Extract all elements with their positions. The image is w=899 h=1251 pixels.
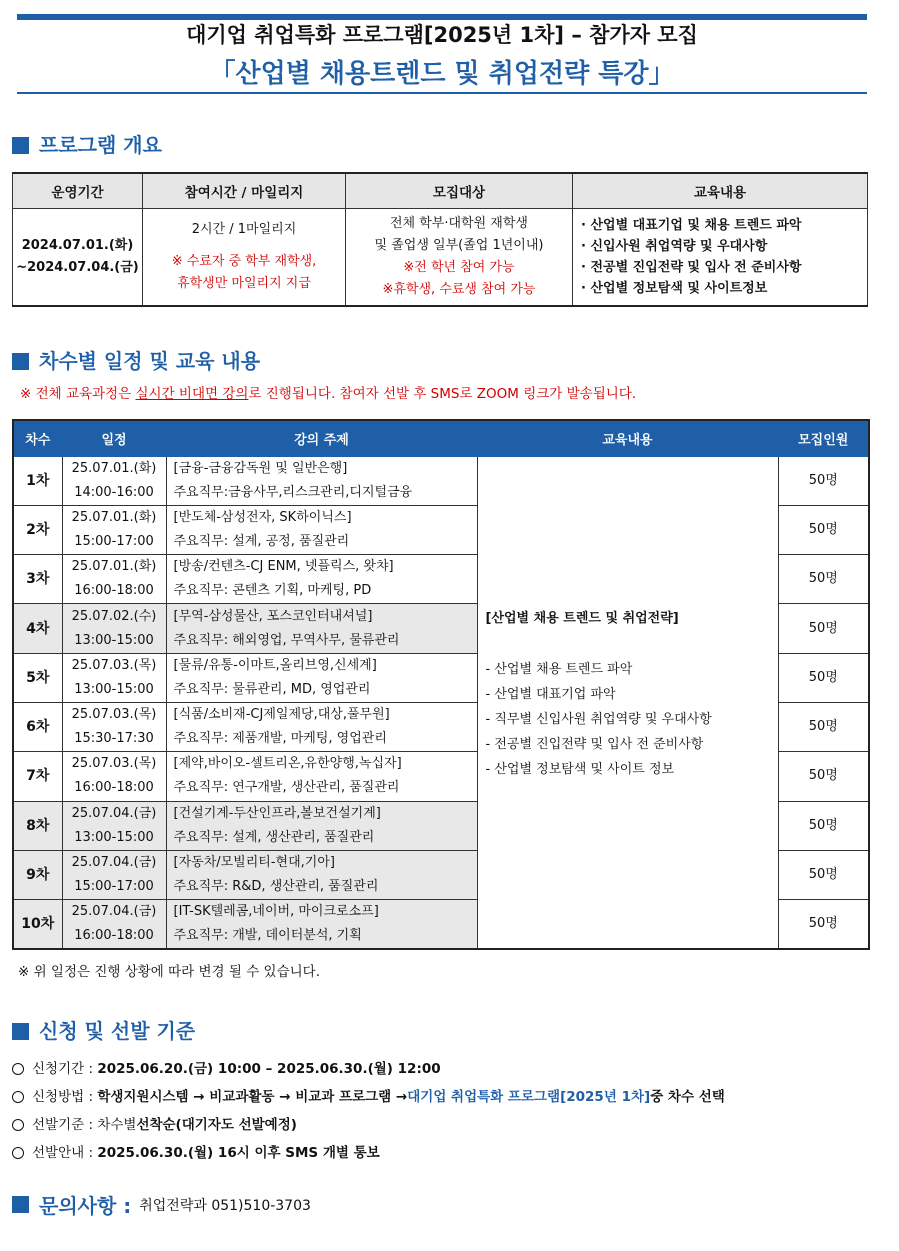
apply-method-path: 학생지원시스템 → 비교과활동 → 비교과 프로그램 → xyxy=(97,1089,408,1105)
topic-value: [식품/소비재-CJ제일제당,대상,풀무원] xyxy=(173,707,390,723)
capacity-cell: 50명 xyxy=(778,752,869,801)
apply-method-program: 대기업 취업특화 프로그램[2025년 1차] xyxy=(407,1089,651,1105)
circle-bullet-icon xyxy=(12,1063,24,1075)
duty-value: 주요직무: 연구개발, 생산관리, 품질관리 xyxy=(173,780,400,796)
round-cell: 7차 xyxy=(13,752,62,801)
apply-period-value: 2025.06.20.(금) 10:00 – 2025.06.30.(월) 12:00 xyxy=(97,1061,441,1077)
contact-heading: 문의사항 : xyxy=(39,1194,132,1218)
period-end: ~2024.07.04.(금) xyxy=(16,259,139,275)
contact-value: 취업전략과 051)510-3703 xyxy=(139,1197,311,1214)
topic-cell xyxy=(166,801,477,850)
schedule-heading xyxy=(12,347,260,375)
col-time: 참여시간 / 마일리지 xyxy=(143,173,346,208)
date-value: 25.07.01.(화) xyxy=(71,460,157,476)
date-value: 25.07.04.(금) xyxy=(71,855,157,871)
col-target: 모집대상 xyxy=(346,173,573,208)
square-bullet-icon xyxy=(12,137,29,154)
period-cell xyxy=(13,208,143,306)
title-divider xyxy=(17,92,867,94)
overview-row xyxy=(13,208,868,306)
topic-value: [제약,바이오-셀트리온,유한양행,녹십자] xyxy=(173,756,402,772)
page-title: 대기업 취업특화 프로그램[2025년 1차] – 참가자 모집 xyxy=(186,23,698,47)
duty-value: 주요직무: 개발, 데이터분석, 기획 xyxy=(173,928,362,944)
date-value: 25.07.03.(목) xyxy=(71,707,157,723)
capacity-cell: 50명 xyxy=(778,850,869,899)
duty-value: 주요직무: 해외영업, 무역사무, 물류관리 xyxy=(173,632,400,648)
time-value: 2시간 / 1마일리지 xyxy=(191,221,297,237)
capacity-cell: 50명 xyxy=(778,555,869,604)
time-value: 13:00-15:00 xyxy=(74,632,154,648)
apply-heading xyxy=(12,1017,195,1045)
topic-cell xyxy=(166,653,477,702)
capacity-cell: 50명 xyxy=(778,702,869,751)
schedule-table xyxy=(12,419,870,950)
target-note-2: ※휴학생, 수료생 참여 가능 xyxy=(382,281,536,297)
round-cell: 8차 xyxy=(13,801,62,850)
col-date: 일정 xyxy=(62,420,166,456)
time-value: 15:00-17:00 xyxy=(74,533,154,549)
schedule-notice xyxy=(20,383,636,405)
duty-value: 주요직무:금융사무,리스크관리,디지털금융 xyxy=(173,484,413,500)
schedule-heading-text: 차수별 일정 및 교육 내용 xyxy=(39,349,261,373)
date-cell xyxy=(62,801,166,850)
content-item: · 산업별 정보탐색 및 사이트정보 xyxy=(581,280,768,296)
date-value: 25.07.03.(목) xyxy=(71,657,157,673)
date-value: 25.07.02.(수) xyxy=(71,608,157,624)
table-row xyxy=(13,456,869,505)
overview-heading xyxy=(12,131,162,159)
circle-bullet-icon xyxy=(12,1147,24,1159)
apply-method xyxy=(12,1083,725,1111)
schedule-header-row xyxy=(13,420,869,456)
topic-value: [IT-SK텔레콤,네이버, 마이크로소프] xyxy=(173,904,379,920)
notice-underlined: 실시간 비대면 강의 xyxy=(135,386,249,402)
capacity-cell: 50명 xyxy=(778,456,869,505)
notice-suffix: 로 진행됩니다. 참여자 선발 후 SMS로 ZOOM 링크가 발송됩니다. xyxy=(248,386,637,402)
apply-criteria-label: 선발기준 : xyxy=(32,1117,94,1133)
round-cell: 5차 xyxy=(13,653,62,702)
topic-cell xyxy=(166,505,477,554)
apply-criteria xyxy=(12,1111,725,1139)
round-cell: 3차 xyxy=(13,555,62,604)
duty-value: 주요직무: 설계, 생산관리, 품질관리 xyxy=(173,829,375,845)
date-cell xyxy=(62,505,166,554)
date-value: 25.07.04.(금) xyxy=(71,904,157,920)
date-cell xyxy=(62,752,166,801)
content-item: · 전공별 진입전략 및 입사 전 준비사항 xyxy=(581,259,802,275)
content-item: · 신입사원 취업역량 및 우대사항 xyxy=(581,238,768,254)
time-value: 15:30-17:30 xyxy=(74,731,154,747)
time-value: 14:00-16:00 xyxy=(74,484,154,500)
target-note-1: ※전 학년 참여 가능 xyxy=(403,259,515,275)
round-cell: 1차 xyxy=(13,456,62,505)
time-value: 15:00-17:00 xyxy=(74,879,154,895)
edu-item: - 산업별 정보탐색 및 사이트 정보 xyxy=(485,761,675,777)
target-line-2: 및 졸업생 일부(졸업 1년이내) xyxy=(374,237,544,253)
topic-value: [무역-삼성물산, 포스코인터내셔널] xyxy=(173,608,373,624)
time-value: 16:00-18:00 xyxy=(74,928,154,944)
topic-cell xyxy=(166,604,477,653)
apply-period-label: 신청기간 : xyxy=(32,1061,94,1077)
page-subtitle: ｢산업별 채용트렌드 및 취업전략 특강｣ xyxy=(222,59,662,89)
square-bullet-icon xyxy=(12,1196,29,1213)
apply-heading-text: 신청 및 선발 기준 xyxy=(39,1019,196,1043)
circle-bullet-icon xyxy=(12,1091,24,1103)
time-value: 16:00-18:00 xyxy=(74,780,154,796)
date-value: 25.07.01.(화) xyxy=(71,559,157,575)
target-line-1: 전체 학부·대학원 재학생 xyxy=(390,215,528,231)
contact-section xyxy=(12,1190,311,1219)
topic-value: [금융-금융감독원 및 일반은행] xyxy=(173,460,348,476)
topic-value: [자동차/모빌리티-현대,기아] xyxy=(173,855,335,871)
round-cell: 4차 xyxy=(13,604,62,653)
capacity-cell: 50명 xyxy=(778,604,869,653)
apply-method-label: 신청방법 : xyxy=(32,1089,94,1105)
apply-notice xyxy=(12,1139,725,1167)
round-cell: 6차 xyxy=(13,702,62,751)
apply-list xyxy=(12,1055,725,1167)
date-cell xyxy=(62,456,166,505)
edu-item: - 직무별 신입사원 취업역량 및 우대사항 xyxy=(485,711,712,727)
col-period: 운영기간 xyxy=(13,173,143,208)
capacity-cell: 50명 xyxy=(778,900,869,950)
content-cell xyxy=(573,208,868,306)
topic-cell xyxy=(166,752,477,801)
duty-value: 주요직무: 콘텐츠 기획, 마케팅, PD xyxy=(173,583,372,599)
date-cell xyxy=(62,702,166,751)
duty-value: 주요직무: R&D, 생산관리, 품질관리 xyxy=(173,879,379,895)
topic-cell xyxy=(166,850,477,899)
date-cell xyxy=(62,604,166,653)
edu-content-cell xyxy=(477,456,778,949)
topic-cell xyxy=(166,702,477,751)
content-item: · 산업별 대표기업 및 채용 트렌드 파악 xyxy=(581,217,802,233)
col-edu: 교육내용 xyxy=(477,420,778,456)
overview-header-row xyxy=(13,173,868,208)
notice-prefix: ※ 전체 교육과정은 xyxy=(20,386,136,402)
apply-notice-value: 2025.06.30.(월) 16시 이후 SMS 개별 통보 xyxy=(97,1145,380,1161)
apply-criteria-bold: 선착순(대기자도 선발예정) xyxy=(136,1117,297,1133)
topic-value: [건설기계-두산인프라,볼보건설기계] xyxy=(173,805,381,821)
col-round: 차수 xyxy=(13,420,62,456)
date-cell xyxy=(62,653,166,702)
topic-value: [방송/컨텐츠-CJ ENM, 넷플릭스, 왓챠] xyxy=(173,559,394,575)
period-start: 2024.07.01.(화) xyxy=(21,237,134,253)
topic-cell xyxy=(166,900,477,950)
square-bullet-icon xyxy=(12,353,29,370)
capacity-cell: 50명 xyxy=(778,505,869,554)
date-value: 25.07.03.(목) xyxy=(71,756,157,772)
apply-notice-label: 선발안내 : xyxy=(32,1145,94,1161)
schedule-footnote: ※ 위 일정은 진행 상황에 따라 변경 될 수 있습니다. xyxy=(18,964,321,980)
topic-value: [반도체-삼성전자, SK하이닉스] xyxy=(173,509,352,525)
date-cell xyxy=(62,850,166,899)
round-cell: 10차 xyxy=(13,900,62,950)
overview-heading-text: 프로그램 개요 xyxy=(39,133,162,157)
col-capacity: 모집인원 xyxy=(778,420,869,456)
date-cell xyxy=(62,900,166,950)
capacity-cell: 50명 xyxy=(778,801,869,850)
duty-value: 주요직무: 물류관리, MD, 영업관리 xyxy=(173,681,371,697)
col-content: 교육내용 xyxy=(573,173,868,208)
circle-bullet-icon xyxy=(12,1119,24,1131)
topic-value: [물류/유통-이마트,올리브영,신세계] xyxy=(173,657,377,673)
date-value: 25.07.01.(화) xyxy=(71,509,157,525)
time-value: 13:00-15:00 xyxy=(74,829,154,845)
edu-item: - 산업별 대표기업 파악 xyxy=(485,686,616,702)
capacity-cell: 50명 xyxy=(778,653,869,702)
duty-value: 주요직무: 설계, 공정, 품질관리 xyxy=(173,533,350,549)
target-cell xyxy=(346,208,573,306)
round-cell: 2차 xyxy=(13,505,62,554)
time-cell xyxy=(143,208,346,306)
overview-table xyxy=(12,172,868,307)
col-topic: 강의 주제 xyxy=(166,420,477,456)
date-cell xyxy=(62,555,166,604)
apply-criteria-value: 차수별 xyxy=(97,1117,137,1133)
time-note-2: 휴학생만 마일리지 지급 xyxy=(177,275,311,291)
square-bullet-icon xyxy=(12,1023,29,1040)
apply-method-tail: 중 차수 선택 xyxy=(650,1089,725,1105)
date-value: 25.07.04.(금) xyxy=(71,805,157,821)
time-value: 16:00-18:00 xyxy=(74,583,154,599)
edu-item: - 전공별 진입전략 및 입사 전 준비사항 xyxy=(485,736,704,752)
apply-period xyxy=(12,1055,725,1083)
topic-cell xyxy=(166,456,477,505)
edu-item: - 산업별 채용 트렌드 파악 xyxy=(485,661,633,677)
edu-title: [산업별 채용 트렌드 및 취업전략] xyxy=(485,610,679,626)
time-value: 13:00-15:00 xyxy=(74,681,154,697)
topic-cell xyxy=(166,555,477,604)
time-note-1: ※ 수료자 중 학부 재학생, xyxy=(171,253,317,269)
round-cell: 9차 xyxy=(13,850,62,899)
duty-value: 주요직무: 제품개발, 마케팅, 영업관리 xyxy=(173,731,387,747)
